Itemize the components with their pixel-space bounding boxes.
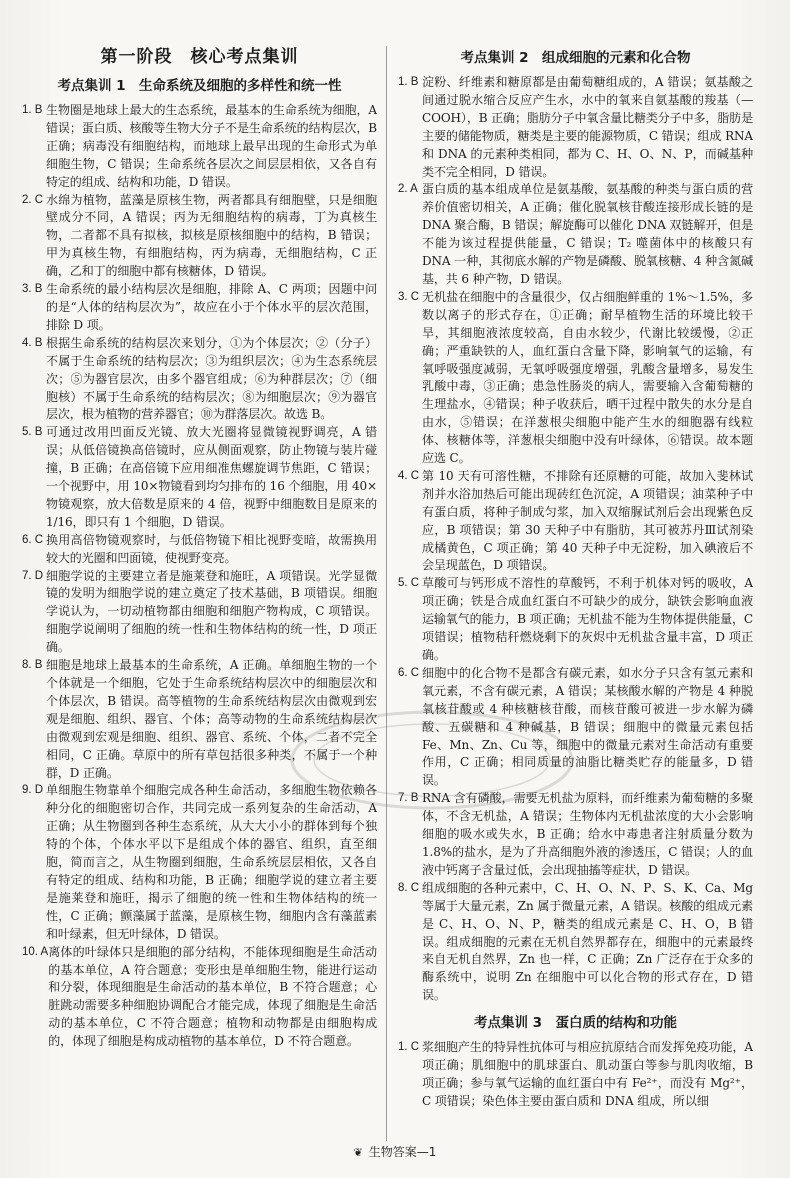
footer-text: 生物答案—1 bbox=[368, 1145, 437, 1159]
answer-label: 1. C bbox=[398, 1041, 420, 1054]
answer-text: 细胞是地球上最基本的生命系统，A 正确。单细胞生物的一个个体就是一个细胞，它处于生命系统结构层次中的细胞层次和个体层次，B 错误。高等植物的生命系统结构层次由微观到宏观是细胞、组织、器官、个体；高等动物的生命系统结构层次由微观到宏观是细胞、组织、器官、系统、个体，二者不完全相同，C 正确。草原中的所有草包括很多种类，不属于一个种群，D 正确。 bbox=[46, 658, 377, 780]
answer-item bbox=[22, 532, 377, 568]
answer-text: 换用高倍物镜观察时，与低倍物镜下相比视野变暗，故需换用较大的光圈和凹面镜，使视野变亮。 bbox=[46, 532, 377, 565]
answer-text: 浆细胞产生的特异性抗体可与相应抗原结合而发挥免疫功能，A 项正确；肌细胞中的肌球蛋白、肌动蛋白等参与肌肉收缩，B 项正确；参与氧气运输的血红蛋白中有 Fe²⁺，而没有 Mg²⁺，C 项错误；染色体主要由蛋白质和 DNA 组成，所以细 bbox=[422, 1040, 753, 1108]
answer-item bbox=[398, 1039, 753, 1111]
section-title: 考点集训 2 组成细胞的元素和化合物 bbox=[460, 50, 691, 66]
answer-label: 4. B bbox=[22, 336, 43, 349]
answer-label: 1. B bbox=[22, 104, 43, 116]
answer-item bbox=[398, 790, 753, 880]
answer-text: 细胞中的化合物不是都含有碳元素，如水分子只含有氢元素和氧元素，不含有碳元素，A 错误；某核酸水解的产物是 4 种脱氧核苷酸或 4 种核糖核苷酸，而核苷酸可被进一步水解为磷酸、五碳糖和 4 种碱基，B 错误；细胞中的微量元素包括 Fe、Mn、Zn、Cu 等，细胞中的微量元素对生命活动有重要作用，C 正确；相同质量的油脂比糖类贮存的能量多，D 错误。 bbox=[422, 665, 753, 788]
answer-item bbox=[398, 181, 753, 288]
answer-item bbox=[22, 192, 377, 282]
answer-item bbox=[22, 335, 377, 425]
answer-text: 根据生命系统的结构层次来划分，①为个体层次；②（分子）不属于生命系统的结构层次；③为组织层次；④为生态系统层次；⑤为器官层次，由多个器官组成；⑥为种群层次；⑦（细胞核）不属于生命系统的结构层次；⑧为细胞层次；⑨为器官层次，根为植物的营养器官；⑩为群落层次。故选 B。 bbox=[46, 335, 377, 422]
answer-text: 草酸可与钙形成不溶性的草酸钙，不利于机体对钙的吸收，A 项正确；铁是合成血红蛋白不可缺少的成分，缺铁会影响血液运输氧气的能力，B 项正确；无机盐不能为生物体提供能量，C 项错误；植物秸秆燃烧剩下的灰烬中无机盐含量丰富，D 项正确。 bbox=[422, 576, 753, 662]
answer-text: RNA 含有磷酸，需要无机盐为原料，而纤维素为葡萄糖的多聚体，不含无机盐，A 错误；生物体内无机盐浓度的大小会影响细胞的吸水或失水，B 正确；给水中毒患者注射质量分数为1.8%的盐水，是为了升高细胞外液的渗透压，C 错误；人的血液中钙离子含量过低，会出现抽搐等症状，D 错误。 bbox=[422, 791, 753, 877]
answer-text: 组成细胞的各种元素中，C、H、O、N、P、S、K、Ca、Mg 等属于大量元素，Zn 属于微量元素，A 错误。核酸的组成元素是 C、H、O、N、P，糖类的组成元素是 C、H、O，B 错误。组成细胞的元素在无机自然界都存在，细胞中的元素最终来自无机自然界，Zn 也一样，C 正确；Zn 广泛存在于众多的酶系统中，说明 Zn 在细胞中可以化合物的形式存在，D 错误。 bbox=[422, 880, 753, 1003]
answer-text: 淀粉、纤维素和糖原都是由葡萄糖组成的，A 错误；氨基酸之间通过脱水缩合反应产生水，水中的氧来自氨基酸的羧基（—COOH），B 正确；脂肪分子中氧含量比糖类分子中多，脂肪是主要的储能物质，糖类是主要的能源物质，C 错误；组成 RNA 和 DNA 的元素种类相同，都为 C、H、O、N、P，而碱基种类不完全相同，D 错误。 bbox=[422, 75, 753, 179]
left-column bbox=[22, 44, 377, 1051]
answer-item bbox=[398, 468, 753, 575]
stage-title: 第一阶段 核心考点集训 bbox=[100, 47, 299, 67]
answer-item bbox=[398, 289, 753, 468]
answer-label: 5. B bbox=[22, 426, 43, 439]
answer-text: 单细胞生物靠单个细胞完成各种生命活动，多细胞生物依赖各种分化的细胞密切合作，共同完成一系列复杂的生命活动，A 正确；从生物圈到各种生态系统，从大大小小的群体到每个独特的个体，个体水平以下是组成个体的器官、组织，直至细胞，简而言之，从生物圈到细胞，生命系统层层相依，又各自有特定的组成、结构和功能，B 正确；细胞学说的建立者主要是施莱登和施旺，揭示了细胞的统一性和生物体结构的统一性，C 正确；颤藻属于蓝藻，是原核生物，细胞内含有藻蓝素和叶绿素，但无叶绿体，D 错误。 bbox=[46, 783, 377, 941]
answer-label: 3. B bbox=[22, 283, 43, 296]
answer-label: 6. C bbox=[22, 533, 44, 546]
answer-text: 离体的叶绿体只是细胞的部分结构，不能体现细胞是生命活动的基本单位，A 符合题意；变形虫是单细胞生物，能进行运动和分裂，体现细胞是生命活动的基本单位，B 不符合题意；心脏跳动需要多种细胞协调配合才能完成，体现了细胞是生命活动的基本单位，C 不符合题意；植物和动物都是由细胞构成的，体现了细胞是构成动植物的基本单位，D 不符合题意。 bbox=[48, 944, 377, 1049]
answer-text: 生命系统的最小结构层次是细胞，排除 A、C 两项；因题中问的是“人体的结构层次为”，故应在小于个体水平的层次范围，排除 D 项。 bbox=[46, 282, 377, 332]
answer-item bbox=[398, 665, 753, 790]
answer-item bbox=[22, 424, 377, 531]
answer-item bbox=[22, 568, 377, 658]
answer-item bbox=[22, 944, 377, 1051]
answer-label: 10. A bbox=[22, 945, 49, 958]
answer-label: 1. B bbox=[398, 76, 419, 88]
section-title: 考点集训 1 生命系统及细胞的多样性和统一性 bbox=[57, 78, 342, 94]
answer-label: 2. C bbox=[22, 193, 44, 206]
leaf-icon: ❦ bbox=[353, 1146, 363, 1159]
answer-text: 可通过改用凹面反光镜、放大光圈将显微镜视野调亮，A 错误；从低倍镜换高倍镜时，应从侧面观察，防止物镜与装片碰撞，B 正确；在高倍镜下应用细准焦螺旋调节焦距，C 错误；一个视野中，用 10×物镜看到均匀排布的 16 个细胞，用 40×物镜观察，放大倍数是原来的 4 倍，视野中细胞数目是原来的 1/16，即只有 1 个细胞，D 错误。 bbox=[46, 425, 377, 529]
answer-label: 8. C bbox=[398, 881, 420, 894]
answer-item bbox=[398, 74, 753, 181]
answer-item bbox=[22, 657, 377, 782]
answer-text: 细胞学说的主要建立者是施莱登和施旺，A 项错误。光学显微镜的发明为细胞学说的建立奠定了技术基础，B 项错误。细胞学说认为，一切动植物都由细胞和细胞产物构成，C 项错误。细胞学说阐明了细胞的统一性和生物体结构的统一性，D 项正确。 bbox=[46, 568, 377, 655]
answer-item bbox=[398, 575, 753, 665]
answer-label: 7. B bbox=[398, 792, 419, 805]
answer-label: 9. D bbox=[22, 784, 44, 797]
right-column bbox=[398, 44, 753, 1111]
column-divider bbox=[386, 46, 387, 1141]
answer-item bbox=[22, 281, 377, 335]
answer-label: 6. C bbox=[398, 666, 420, 679]
page-footer bbox=[0, 1143, 790, 1160]
section-title: 考点集训 3 蛋白质的结构和功能 bbox=[473, 1015, 678, 1032]
answer-list bbox=[398, 1039, 753, 1111]
answer-text: 无机盐在细胞中的含量很少，仅占细胞鲜重的 1%～1.5%，多数以离子的形式存在，①正确；耐旱植物生活的环境比较干旱，其细胞液浓度较高，自由水较少，代谢比较缓慢，②正确；严重缺铁的人，血红蛋白含量下降，影响氧气的运输，有氧呼吸强度减弱，无氧呼吸强度增强，乳酸含量增多，易发生乳酸中毒，③正确；患急性肠炎的病人，需要输入含葡萄糖的生理盐水，④错误；种子收获后，晒干过程中散失的水分是自由水，⑤错误；在洋葱根尖细胞中能产生水的细胞器有线粒体、核糖体等，洋葱根尖细胞中没有叶绿体，⑥错误。故本题应选 C。 bbox=[422, 289, 753, 466]
answer-label: 7. D bbox=[22, 569, 44, 582]
answer-text: 水绵为植物，蓝藻是原核生物，两者都具有细胞壁，只是细胞壁成分不同，A 错误；丙为无细胞结构的病毒，丁为真核生物，二者都不具有拟核，拟核是原核细胞中的结构，B 错误；甲为真核生物，有细胞结构，丙为病毒，无细胞结构，C 正确，乙和丁的细胞中都有核糖体，D 错误。 bbox=[46, 192, 377, 279]
answer-item bbox=[22, 102, 377, 192]
answer-list bbox=[22, 102, 377, 1051]
answer-label: 3. C bbox=[398, 290, 420, 303]
answer-item bbox=[398, 880, 753, 1005]
answer-text: 第 10 天有可溶性糖，不排除有还原糖的可能，故加入斐林试剂并水浴加热后可能出现砖红色沉淀，A 项错误；油菜种子中有蛋白质，将种子制成匀浆，加入双缩脲试剂后会出现紫色反应，B 项错误；第 30 天种子中有脂肪，其可被苏丹Ⅲ试剂染成橘黄色，C 项正确；第 40 天种子中无淀粉，加入碘液后不会呈现蓝色，D 项错误。 bbox=[422, 468, 753, 573]
answer-list bbox=[398, 74, 753, 1005]
answer-item bbox=[22, 782, 377, 943]
answer-label: 2. A bbox=[398, 183, 418, 196]
answer-label: 4. C bbox=[398, 469, 420, 482]
answer-text: 生物圈是地球上最大的生态系统，最基本的生命系统为细胞，A 错误；蛋白质、核酸等生物大分子不是生命系统的结构层次，B 正确；病毒没有细胞结构，而地球上最早出现的生命形式为单细胞生物，C 错误；生命系统各层次之间层层相依，又各自有特定的组成、结构和功能，D 错误。 bbox=[46, 103, 377, 189]
answer-label: 5. C bbox=[398, 577, 420, 590]
answer-label: 8. B bbox=[22, 659, 43, 672]
answer-text: 蛋白质的基本组成单位是氨基酸，氨基酸的种类与蛋白质的营养价值密切相关，A 正确；催化脱氧核苷酸连接形成长链的是 DNA 聚合酶，B 错误；解旋酶可以催化 DNA 双链解开，但是不能为该过程提供能量，C 错误；T₂ 噬菌体中的核酸只有 DNA 一种，其彻底水解的产物是磷酸、脱氧核糖、4 种含氮碱基，共 6 种产物，D 错误。 bbox=[422, 182, 753, 286]
